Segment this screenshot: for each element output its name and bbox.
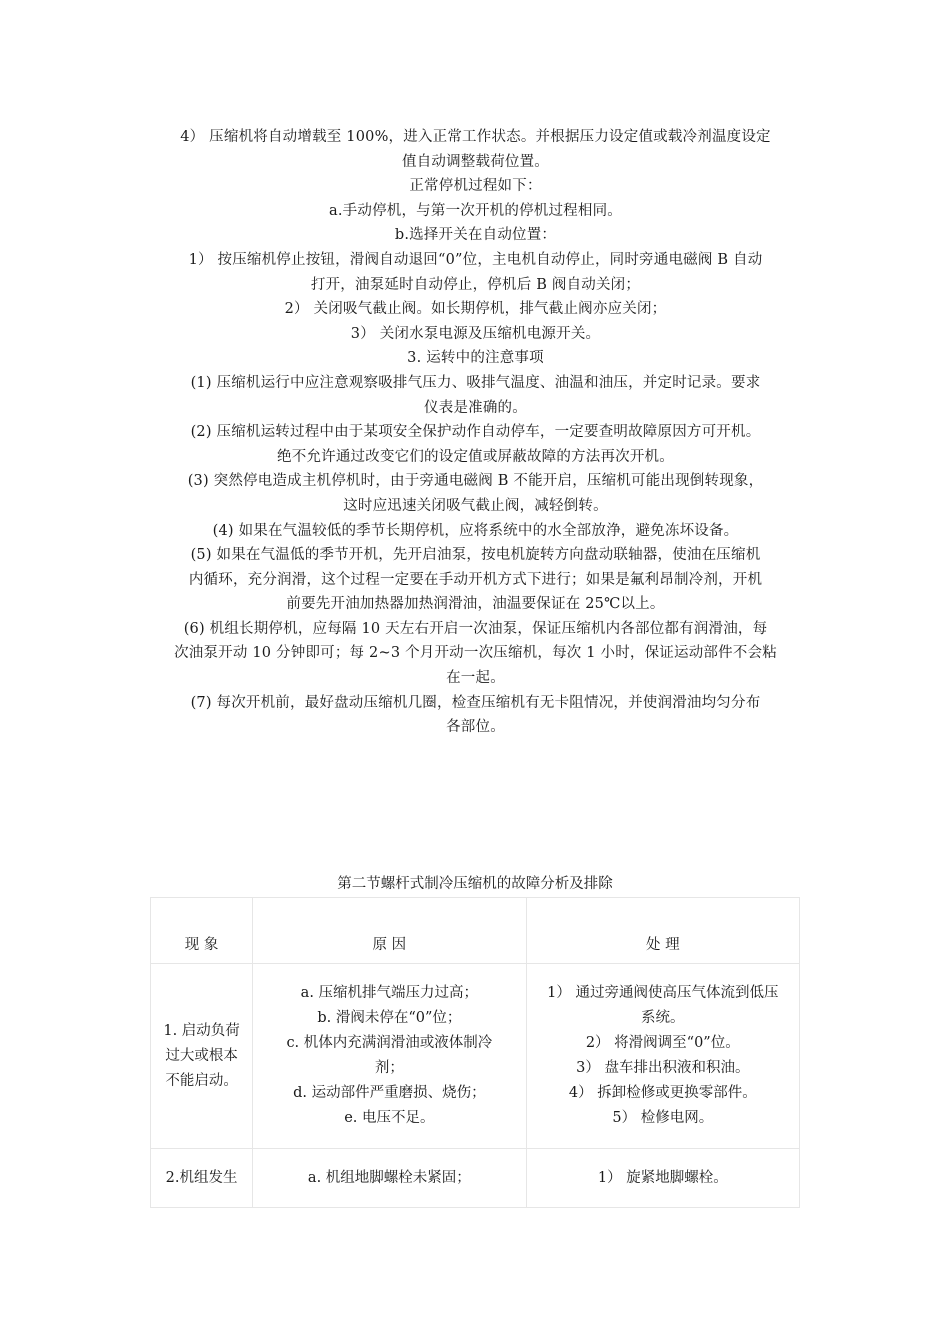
phenomenon-cell bbox=[151, 964, 253, 1149]
text-line: 绝不允许通过改变它们的设定值或屏蔽故障的方法再次开机。 bbox=[277, 448, 674, 465]
text-line: 3） 关闭水泵电源及压缩机电源开关。 bbox=[350, 325, 601, 342]
text-line: 内循环，充分润滑，这个过程一定要在手动开机方式下进行；如果是氟利昂制冷剂，开机 bbox=[188, 571, 763, 588]
treatment-line: 5） 检修电网。 bbox=[612, 1110, 714, 1126]
section-heading: 3. 运转中的注意事项 bbox=[407, 350, 544, 367]
body-text bbox=[148, 125, 803, 740]
cause-line: b. 滑阀未停在“0”位； bbox=[317, 1010, 462, 1026]
phenomenon-line: 过大或根本 bbox=[165, 1047, 238, 1064]
treatment-line: 系统。 bbox=[641, 1010, 685, 1026]
text-line: (6) 机组长期停机，应每隔 10 天左右开启一次油泵，保证压缩机内各部位都有润滑油，每 bbox=[183, 620, 768, 637]
text-line: 1） 按压缩机停止按钮，滑阀自动退回“0”位，主电机自动停止，同时旁通电磁阀 B 自动 bbox=[188, 251, 763, 268]
text-line: 正常停机过程如下： bbox=[409, 178, 542, 195]
phenomenon-line: 1. 启动负荷 bbox=[163, 1022, 240, 1039]
treatment-cell bbox=[526, 964, 799, 1149]
text-line: (4) 如果在气温较低的季节长期停机，应将系统中的水全部放浄，避免冻坏设备。 bbox=[212, 522, 739, 539]
text-line: 值自动调整载荷位置。 bbox=[402, 153, 549, 170]
cause-cell bbox=[253, 964, 526, 1149]
treatment-line: 1） 旋紧地脚螺栓。 bbox=[597, 1169, 728, 1186]
text-line: b.选择开关在自动位置： bbox=[394, 227, 557, 244]
header-treatment: 处 理 bbox=[526, 898, 799, 964]
text-line: 4） 压缩机将自动增载至 100%，进入正常工作状态。并根据压力设定值或载冷剂温度设定 bbox=[180, 129, 771, 145]
text-line: 前要先开油加热器加热润滑油，油温要保证在 25℃以上。 bbox=[286, 596, 665, 613]
text-line: a.手动停机，与第一次开机的停机过程相同。 bbox=[329, 202, 622, 219]
cause-line: d. 运动部件严重磨损、烧伤； bbox=[293, 1085, 486, 1101]
text-line: (3) 突然停电造成主机停机时，由于旁通电磁阀 B 不能开启，压缩机可能出现倒转现象， bbox=[187, 473, 764, 490]
treatment-line: 3） 盘车排出积液和积油。 bbox=[576, 1060, 750, 1076]
text-line: (5) 如果在气温低的季节开机，先开启油泵，按电机旋转方向盘动联轴器，使油在压缩机 bbox=[190, 547, 761, 564]
treatment-line: 1） 通过旁通阀使高压气体流到低压 bbox=[547, 985, 779, 1001]
treatment-line: 4） 拆卸检修或更换零部件。 bbox=[568, 1085, 757, 1101]
table-title: 第二节螺杆式制冷压缩机的故障分析及排除 bbox=[337, 876, 613, 892]
treatment-cell bbox=[526, 1149, 799, 1208]
text-line: 仪表是准确的。 bbox=[424, 399, 527, 416]
header-phenomenon: 现 象 bbox=[151, 898, 253, 964]
text-line: 2） 关闭吸气截止阀。如长期停机，排气截止阀亦应关闭； bbox=[284, 301, 667, 318]
text-line: 这时应迅速关闭吸气截止阀，减轻倒转。 bbox=[343, 497, 608, 514]
treatment-line: 2） 将滑阀调至“0”位。 bbox=[585, 1035, 740, 1051]
fault-analysis-table bbox=[150, 897, 800, 1208]
cause-line: c. 机体内充满润滑油或液体制冷 bbox=[286, 1035, 493, 1051]
text-line: 在一起。 bbox=[446, 670, 505, 687]
phenomenon-cell bbox=[151, 1149, 253, 1208]
text-line: 打开，油泵延时自动停止，停机后 B 阀自动关闭； bbox=[310, 276, 641, 293]
cause-line: a. 压缩机排气端压力过高； bbox=[300, 985, 479, 1001]
phenomenon-line: 2.机组发生 bbox=[165, 1169, 238, 1186]
table-row bbox=[151, 964, 800, 1149]
phenomenon-line: 不能启动。 bbox=[165, 1072, 238, 1089]
text-line: (7) 每次开机前，最好盘动压缩机几圈，检查压缩机有无卡阻情况，并使润滑油均匀分布 bbox=[190, 694, 761, 711]
cause-line: a. 机组地脚螺栓未紧固； bbox=[307, 1169, 471, 1186]
text-line: 各部位。 bbox=[446, 719, 505, 736]
text-line: (2) 压缩机运转过程中由于某项安全保护动作自动停车，一定要查明故障原因方可开机。 bbox=[190, 424, 761, 441]
cause-line: 剂； bbox=[374, 1060, 404, 1076]
cause-cell bbox=[253, 1149, 526, 1208]
table-row bbox=[151, 1149, 800, 1208]
cause-line: e. 电压不足。 bbox=[344, 1110, 435, 1126]
table-header-row bbox=[151, 898, 800, 964]
header-cause: 原 因 bbox=[253, 898, 526, 964]
text-line: (1) 压缩机运行中应注意观察吸排气压力、吸排气温度、油温和油压，并定时记录。要求 bbox=[190, 374, 761, 391]
text-line: 次油泵开动 10 分钟即可；每 2~3 个月开动一次压缩机，每次 1 小时，保证运动部件不会粘 bbox=[174, 645, 777, 662]
